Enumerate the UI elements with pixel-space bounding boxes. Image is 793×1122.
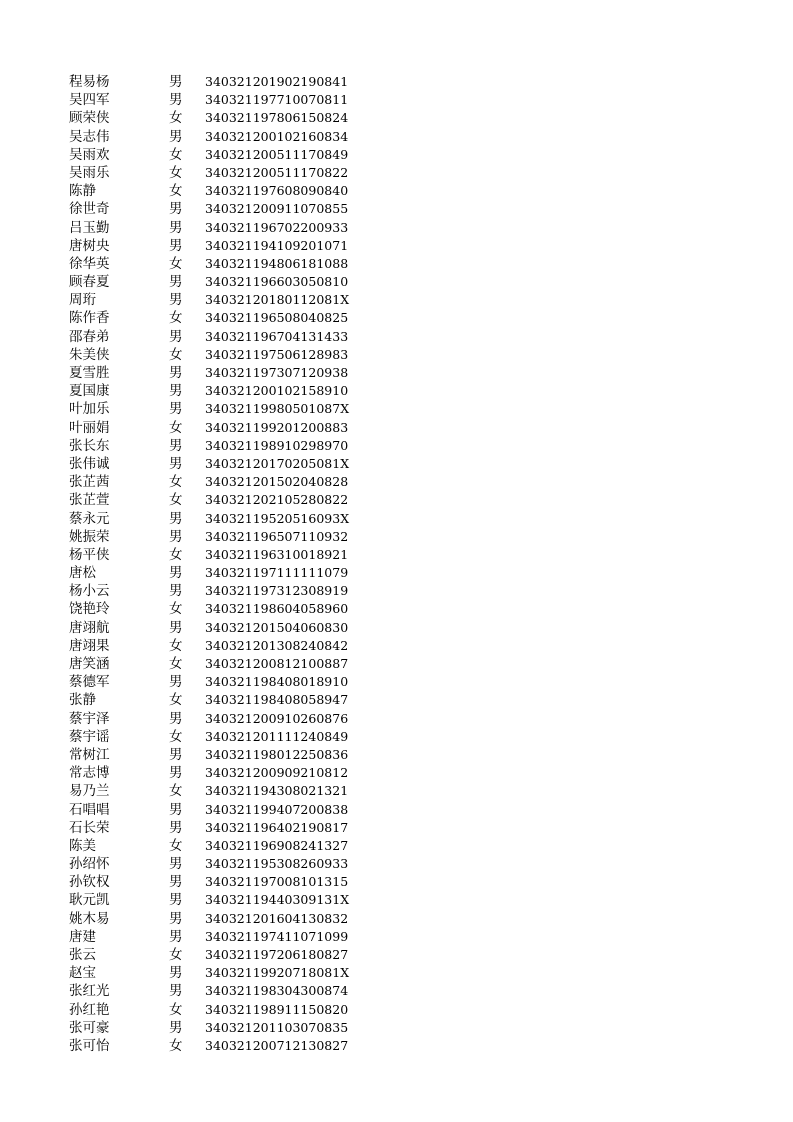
table-row [69,655,369,673]
gender-cell: 女 [169,255,183,272]
id-number-cell: 340321200910260876 [205,710,349,726]
id-number-cell: 340321196402190817 [205,819,349,835]
id-number-cell: 340321196310018921 [205,546,349,562]
gender-cell: 男 [169,201,183,218]
table-row [69,582,369,600]
gender-cell: 男 [169,892,183,909]
id-number-cell: 340321198408018910 [205,674,349,690]
id-number-cell: 340321200102160834 [205,128,349,144]
gender-cell: 男 [169,874,183,891]
gender-cell: 男 [169,219,183,236]
gender-cell: 女 [169,837,183,854]
table-row [69,219,369,237]
name-cell: 陈作香 [69,310,110,327]
gender-cell: 女 [169,947,183,963]
name-cell: 朱美侠 [69,346,110,363]
id-number-cell: 340321198910298970 [205,437,349,453]
gender-cell: 女 [169,164,183,181]
gender-cell: 男 [169,856,183,873]
gender-cell: 女 [169,110,183,127]
table-row [69,491,369,509]
id-number-cell: 340321200511170822 [205,164,349,180]
table-row [69,455,369,473]
table-row [69,109,369,127]
roster-table [69,73,369,1055]
table-row [69,473,369,491]
id-number-cell: 340321199407200838 [205,801,349,817]
gender-cell: 男 [169,92,183,109]
id-number-cell: 340321197008101315 [205,874,349,890]
table-row [69,400,369,418]
table-row [69,510,369,528]
name-cell: 张云 [69,947,96,963]
gender-cell: 女 [169,1037,183,1054]
table-row [69,255,369,273]
id-number-cell: 340321196704131433 [205,328,349,344]
table-row [69,291,369,309]
name-cell: 赵宝 [69,965,96,982]
name-cell: 孙钦权 [69,874,110,891]
name-cell: 唐翊航 [69,619,110,636]
gender-cell: 男 [169,928,183,945]
gender-cell: 男 [169,710,183,727]
gender-cell: 女 [169,656,183,672]
table-row [69,419,369,437]
id-number-cell: 340321197806150824 [205,110,349,126]
id-number-cell: 340321196603050810 [205,274,349,290]
table-row [69,855,369,873]
table-row [69,564,369,582]
id-number-cell: 340321194806181088 [205,255,349,271]
table-row [69,673,369,691]
name-cell: 陈静 [69,183,96,200]
table-row [69,309,369,327]
gender-cell: 男 [169,619,183,636]
table-row [69,691,369,709]
name-cell: 夏雪胜 [69,365,110,381]
id-number-cell: 340321201504060830 [205,619,349,635]
table-row [69,982,369,1000]
table-row [69,910,369,928]
id-number-cell: 34032119440309131X [205,892,350,908]
name-cell: 易乃兰 [69,783,110,800]
gender-cell: 女 [169,728,183,745]
table-row [69,637,369,655]
name-cell: 张红光 [69,983,110,1000]
id-number-cell: 340321197710070811 [205,92,349,108]
table-row [69,200,369,218]
gender-cell: 男 [169,510,183,527]
id-number-cell: 340321196508040825 [205,310,349,326]
name-cell: 唐翊果 [69,637,110,654]
name-cell: 张长东 [69,437,110,454]
table-row [69,528,369,546]
name-cell: 常志博 [69,765,110,782]
id-number-cell: 34032120180112081X [205,292,350,308]
gender-cell: 男 [169,1019,183,1036]
gender-cell: 男 [169,674,183,691]
table-row [69,1019,369,1037]
id-number-cell: 340321201308240842 [205,637,349,653]
id-number-cell: 340321196908241327 [205,837,349,853]
gender-cell: 男 [169,328,183,345]
id-number-cell: 340321198012250836 [205,746,349,762]
id-number-cell: 340321198911150820 [205,1001,349,1017]
gender-cell: 女 [169,546,183,563]
gender-cell: 女 [169,637,183,654]
table-row [69,946,369,964]
id-number-cell: 340321196702200933 [205,219,349,235]
name-cell: 吴雨乐 [69,164,110,181]
id-number-cell: 340321200812100887 [205,656,349,671]
table-row [69,873,369,891]
id-number-cell: 34032120170205081X [205,455,350,471]
name-cell: 蔡宇谣 [69,728,110,745]
gender-cell: 男 [169,801,183,818]
name-cell: 常树江 [69,746,110,763]
name-cell: 唐建 [69,928,96,945]
id-number-cell: 340321202105280822 [205,492,349,508]
name-cell: 饶艳玲 [69,601,110,618]
gender-cell: 女 [169,1001,183,1018]
name-cell: 吕玉勤 [69,219,110,236]
name-cell: 唐笑涵 [69,656,110,672]
name-cell: 程易杨 [69,74,110,90]
id-number-cell: 340321197506128983 [205,346,349,362]
table-row [69,710,369,728]
name-cell: 蔡德军 [69,674,110,691]
table-row [69,1037,369,1055]
table-row [69,273,369,291]
id-number-cell: 340321201111240849 [205,728,349,744]
table-row [69,619,369,637]
gender-cell: 女 [169,692,183,709]
table-row [69,964,369,982]
name-cell: 姚振荣 [69,528,110,545]
table-row [69,237,369,255]
table-row [69,182,369,200]
table-row [69,546,369,564]
name-cell: 蔡永元 [69,510,110,527]
gender-cell: 女 [169,474,183,491]
name-cell: 杨平侠 [69,546,110,563]
name-cell: 夏国康 [69,383,110,400]
id-number-cell: 340321200511170849 [205,146,349,162]
table-row [69,728,369,746]
table-row [69,891,369,909]
gender-cell: 男 [169,74,183,90]
gender-cell: 男 [169,583,183,600]
id-number-cell: 340321198604058960 [205,601,349,617]
name-cell: 顾春夏 [69,274,110,291]
name-cell: 徐华英 [69,255,110,272]
name-cell: 吴四军 [69,92,110,109]
table-row [69,801,369,819]
gender-cell: 男 [169,365,183,381]
table-row [69,437,369,455]
name-cell: 叶丽娟 [69,419,110,436]
name-cell: 徐世奇 [69,201,110,218]
table-row [69,782,369,800]
id-number-cell: 340321197312308919 [205,583,349,599]
id-number-cell: 340321197608090840 [205,183,349,199]
table-row [69,928,369,946]
name-cell: 张静 [69,692,96,709]
name-cell: 唐松 [69,565,96,582]
gender-cell: 男 [169,965,183,982]
name-cell: 杨小云 [69,583,110,600]
gender-cell: 男 [169,401,183,418]
gender-cell: 男 [169,455,183,472]
gender-cell: 男 [169,237,183,254]
id-number-cell: 340321199201200883 [205,419,349,435]
id-number-cell: 340321201103070835 [205,1019,349,1035]
name-cell: 叶加乐 [69,401,110,418]
name-cell: 张可豪 [69,1019,110,1036]
id-number-cell: 340321198408058947 [205,692,349,708]
table-row [69,819,369,837]
id-number-cell: 34032119920718081X [205,965,350,981]
table-row [69,146,369,164]
id-number-cell: 340321200909210812 [205,765,349,781]
gender-cell: 女 [169,346,183,363]
id-number-cell: 340321200102158910 [205,383,349,399]
gender-cell: 男 [169,383,183,400]
id-number-cell: 340321197206180827 [205,947,349,962]
name-cell: 蔡宇泽 [69,710,110,727]
name-cell: 孙绍怀 [69,856,110,873]
name-cell: 吴志伟 [69,128,110,145]
table-row [69,364,369,382]
table-row [69,1001,369,1019]
id-number-cell: 340321198304300874 [205,983,349,999]
gender-cell: 男 [169,274,183,291]
name-cell: 陈美 [69,837,96,854]
gender-cell: 女 [169,146,183,163]
gender-cell: 女 [169,419,183,436]
table-row [69,746,369,764]
name-cell: 张芷萱 [69,492,110,509]
id-number-cell: 340321200911070855 [205,201,349,217]
id-number-cell: 34032119980501087X [205,401,350,417]
gender-cell: 男 [169,746,183,763]
id-number-cell: 340321197111111079 [205,565,349,581]
name-cell: 张伟诚 [69,455,110,472]
gender-cell: 男 [169,765,183,782]
id-number-cell: 340321201604130832 [205,910,349,926]
name-cell: 张可怡 [69,1037,110,1054]
id-number-cell: 340321200712130827 [205,1037,349,1053]
id-number-cell: 340321194308021321 [205,783,349,799]
id-number-cell: 340321196507110932 [205,528,349,544]
name-cell: 张芷茜 [69,474,110,491]
gender-cell: 男 [169,292,183,309]
id-number-cell: 340321197307120938 [205,365,349,380]
id-number-cell: 340321195308260933 [205,856,349,872]
name-cell: 唐树央 [69,237,110,254]
name-cell: 姚木易 [69,910,110,927]
gender-cell: 男 [169,819,183,836]
gender-cell: 女 [169,601,183,618]
name-cell: 邵春弟 [69,328,110,345]
table-row [69,73,369,91]
gender-cell: 女 [169,183,183,200]
name-cell: 孙红艳 [69,1001,110,1018]
id-number-cell: 340321201902190841 [205,74,349,89]
gender-cell: 女 [169,492,183,509]
name-cell: 吴雨欢 [69,146,110,163]
name-cell: 周珩 [69,292,96,309]
table-row [69,128,369,146]
id-number-cell: 34032119520516093X [205,510,350,526]
gender-cell: 男 [169,910,183,927]
table-row [69,164,369,182]
name-cell: 石长荣 [69,819,110,836]
gender-cell: 男 [169,128,183,145]
gender-cell: 男 [169,528,183,545]
gender-cell: 女 [169,783,183,800]
gender-cell: 男 [169,983,183,1000]
gender-cell: 女 [169,310,183,327]
id-number-cell: 340321201502040828 [205,474,349,490]
table-row [69,346,369,364]
gender-cell: 男 [169,437,183,454]
id-number-cell: 340321194109201071 [205,237,349,253]
table-row [69,382,369,400]
name-cell: 顾荣侠 [69,110,110,127]
name-cell: 耿元凯 [69,892,110,909]
name-cell: 石唱唱 [69,801,110,818]
table-row [69,764,369,782]
table-row [69,600,369,618]
gender-cell: 男 [169,565,183,582]
id-number-cell: 340321197411071099 [205,928,349,944]
table-row [69,837,369,855]
table-row [69,328,369,346]
table-row [69,91,369,109]
